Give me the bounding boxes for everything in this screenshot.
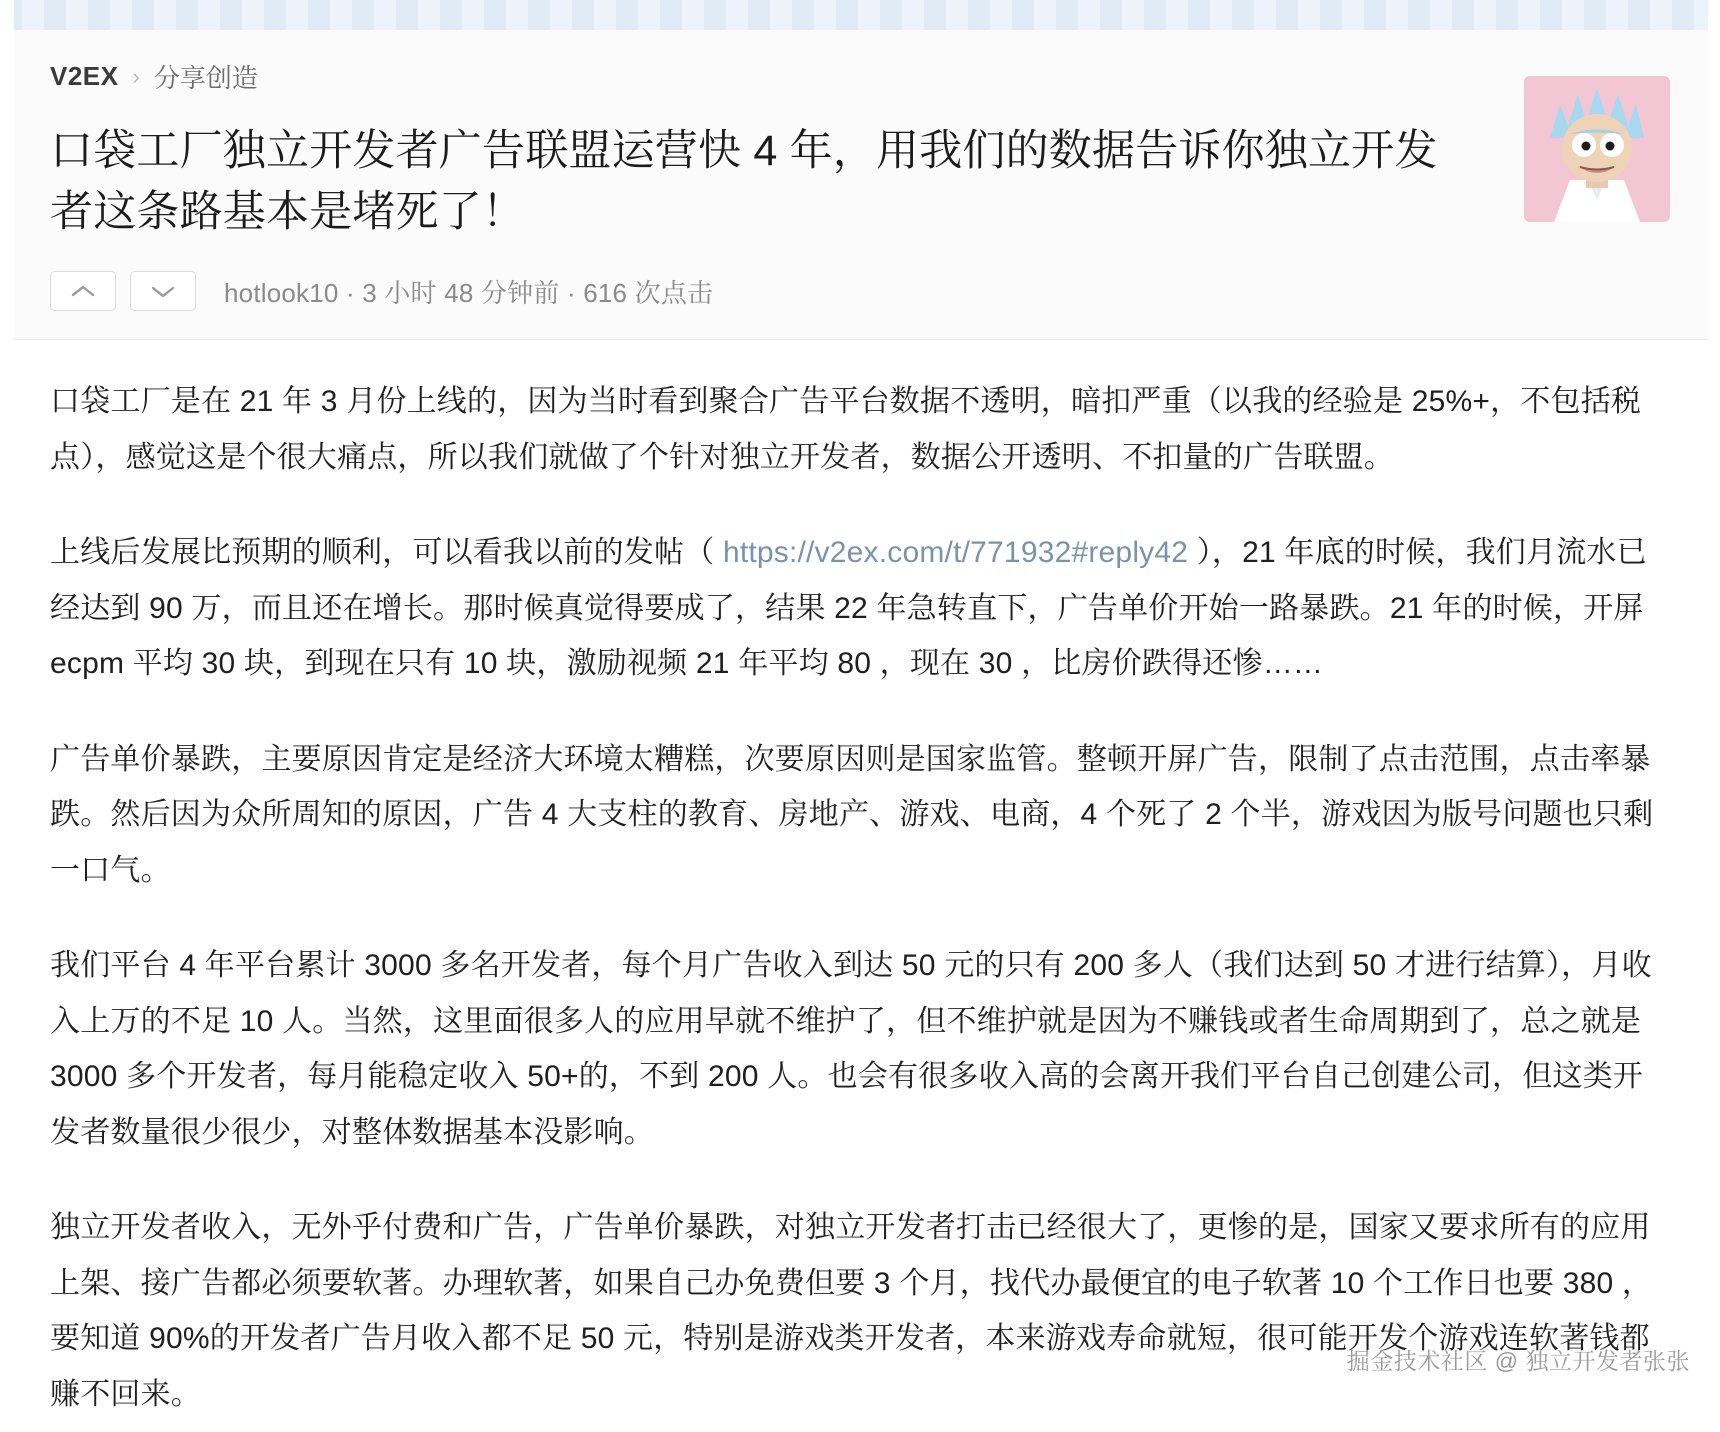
page-left-margin — [0, 0, 14, 1390]
watermark: 掘金技术社区 @ 独立开发者张张 — [1346, 1348, 1690, 1374]
page-right-margin — [1708, 0, 1720, 1390]
paragraph-text-before: 上线后发展比预期的顺利，可以看我以前的发帖（ — [50, 536, 723, 569]
post-content — [14, 340, 1708, 1432]
chevron-up-icon — [70, 283, 96, 299]
chevron-down-icon — [150, 283, 176, 299]
post-paragraph: 我们平台 4 年平台累计 3000 多名开发者，每个月广告收入到达 50 元的只有 200 多人（我们达到 50 才进行结算），月收入上万的不足 10 人。当然，这里面很多人的应用早就不维护了，但不维护就是因为不赚钱或者生命周期到了，总之就是 3000 多个开发者，每月能稳定收入 50+的，不到 200 人。也会有很多收入高的会离开我们平台自己创建公司，但这类开发者数量很少很少，对整体数据基本没影响。 — [50, 949, 1652, 1149]
breadcrumb — [50, 58, 1672, 95]
upvote-button[interactable] — [50, 271, 116, 311]
post-meta-text: hotlook10 · 3 小时 48 分钟前 · 616 次点击 — [224, 277, 714, 308]
post-paragraph: 口袋工厂是在 21 年 3 月份上线的，因为当时看到聚合广告平台数据不透明，暗扣严重（以我的经验是 25%+，不包括税点），感觉这是个很大痛点，所以我们就做了个针对独立开发者，数据公开透明、不扣量的广告联盟。 — [50, 385, 1642, 474]
downvote-button[interactable] — [130, 271, 196, 311]
post-inline-link[interactable]: https://v2ex.com/t/771932#reply42 — [722, 536, 1189, 569]
breadcrumb-node-link[interactable]: 分享创造 — [153, 63, 258, 93]
page-top-decoration — [0, 0, 1720, 30]
post-paragraph: 独立开发者收入，无外乎付费和广告，广告单价暴跌，对独立开发者打击已经很大了，更惨的是，国家又要求所有的应用上架、接广告都必须要软著。办理软著，如果自己办免费但要 3 个月，找代办最便宜的电子软著 10 个工作日也要 380 ，要知道 90%的开发者广告月收入都不足 50 元，特别是游戏类开发者，本来游戏寿命就短，很可能开发个游戏连软著钱都赚不回来。 — [50, 1211, 1653, 1411]
chevron-right-icon: › — [132, 63, 140, 89]
paragraph-text-after: ），21 年底的时候，我们月流水已经达到 90 万，而且还在增长。那时候真觉得要成了，结果 22 年急转直下，广告单价开始一路暴跌。21 年的时候，开屏 ecpm 平均 30 块，到现在只有 10 块，激励视频 21 年平均 80 ，现在 30 ，比房价跌得还惨…… — [50, 536, 1647, 680]
breadcrumb-site-link[interactable]: V2EX — [50, 61, 119, 91]
post-header — [14, 30, 1708, 340]
post-paragraph: 广告单价暴跌，主要原因肯定是经济大环境太糟糕，次要原因则是国家监管。整顿开屏广告，限制了点击范围，点击率暴跌。然后因为众所周知的原因，广告 4 大支柱的教育、房地产、游戏、电商，4 个死了 2 个半，游戏因为版号问题也只剩一口气。 — [50, 742, 1654, 887]
post-meta-row — [50, 271, 1672, 311]
post-card — [14, 30, 1708, 1432]
page-title: 口袋工厂独立开发者广告联盟运营快 4 年，用我们的数据告诉你独立开发者这条路基本是堵死了！ — [50, 127, 1438, 237]
post-paragraph-with-link — [50, 525, 1672, 692]
avatar[interactable] — [1524, 76, 1670, 222]
